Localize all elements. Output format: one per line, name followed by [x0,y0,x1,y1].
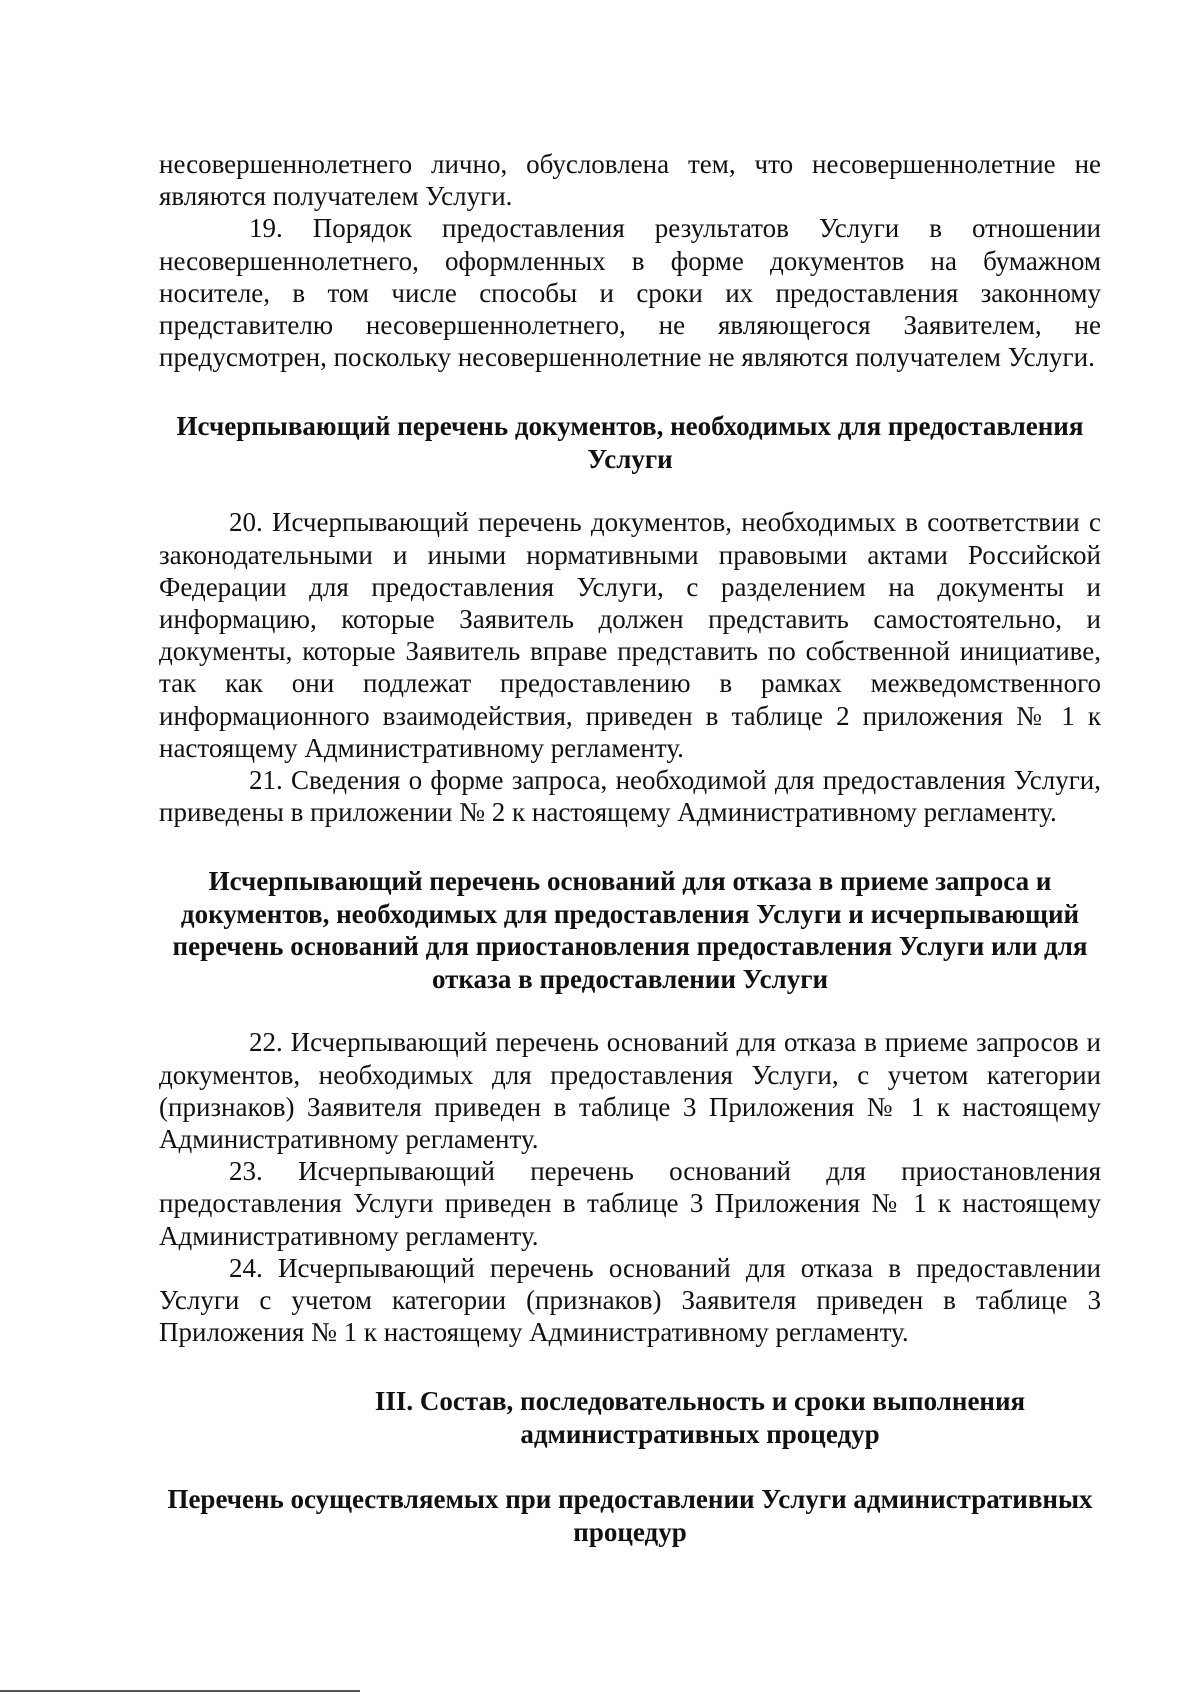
document-page [159,148,1101,1548]
paragraph-item-22: 22. Исчерпывающий перечень оснований для отказа в приеме запросов и документов, необходимых для предоставления Услуги, с учетом категории (признаков) Заявителя приведен в таблице 3 Приложения № 1 к настоящему Административному регламенту. [159,1027,1101,1155]
scan-edge-line [0,1690,360,1692]
paragraph-item-20: 20. Исчерпывающий перечень документов, необходимых в соответствии с законодательными и иными нормативными правовыми актами Российской Федерации для предоставления Услуги, с разделением на документы и информацию, которые Заявитель должен представить самостоятельно, и документы, которые Заявитель вправе представить по собственной инициативе, так как они подлежат предоставлению в рамках межведомственного информационного взаимодействия, приведен в таблице 2 приложения № 1 к настоящему Административному регламенту. [159,507,1101,763]
section-heading-procedures-list: Перечень осуществляемых при предоставлении Услуги административных процедур [167,1484,1093,1547]
section-heading-refusal-grounds: Исчерпывающий перечень оснований для отказа в приеме запроса и документов, необходимых для предоставления Услуги и исчерпывающий перечень оснований для приостановления предоставления Услуги или для отказа в предоставлении Услуги [172,866,1088,994]
paragraph-item-21: 21. Сведения о форме запроса, необходимой для предоставления Услуги, приведены в приложении № 2 к настоящему Административному регламенту. [159,765,1101,828]
paragraph-item-24: 24. Исчерпывающий перечень оснований для отказа в предоставлении Услуги с учетом категории (признаков) Заявителя приведен в таблице 3 Приложения № 1 к настоящему Административному регламенту. [159,1252,1101,1348]
paragraph-continuation: несовершеннолетнего лично, обусловлена тем, что несовершеннолетние не являются получателем Услуги. [159,149,1101,212]
chapter-heading-iii: III. Состав, последовательность и сроки выполнения административных процедур [374,1386,1026,1449]
section-heading-documents: Исчерпывающий перечень документов, необходимых для предоставления Услуги [176,411,1084,474]
paragraph-item-19: 19. Порядок предоставления результатов Услуги в отношении несовершеннолетнего, оформленных в форме документов на бумажном носителе, в том числе способы и сроки их предоставления законному представителю несовершеннолетнего, не являющегося Заявителем, не предусмотрен, поскольку несовершеннолетние не являются получателем Услуги. [159,213,1101,373]
paragraph-item-23: 23. Исчерпывающий перечень оснований для приостановления предоставления Услуги приведен в таблице 3 Приложения № 1 к настоящему Административному регламенту. [159,1156,1101,1251]
